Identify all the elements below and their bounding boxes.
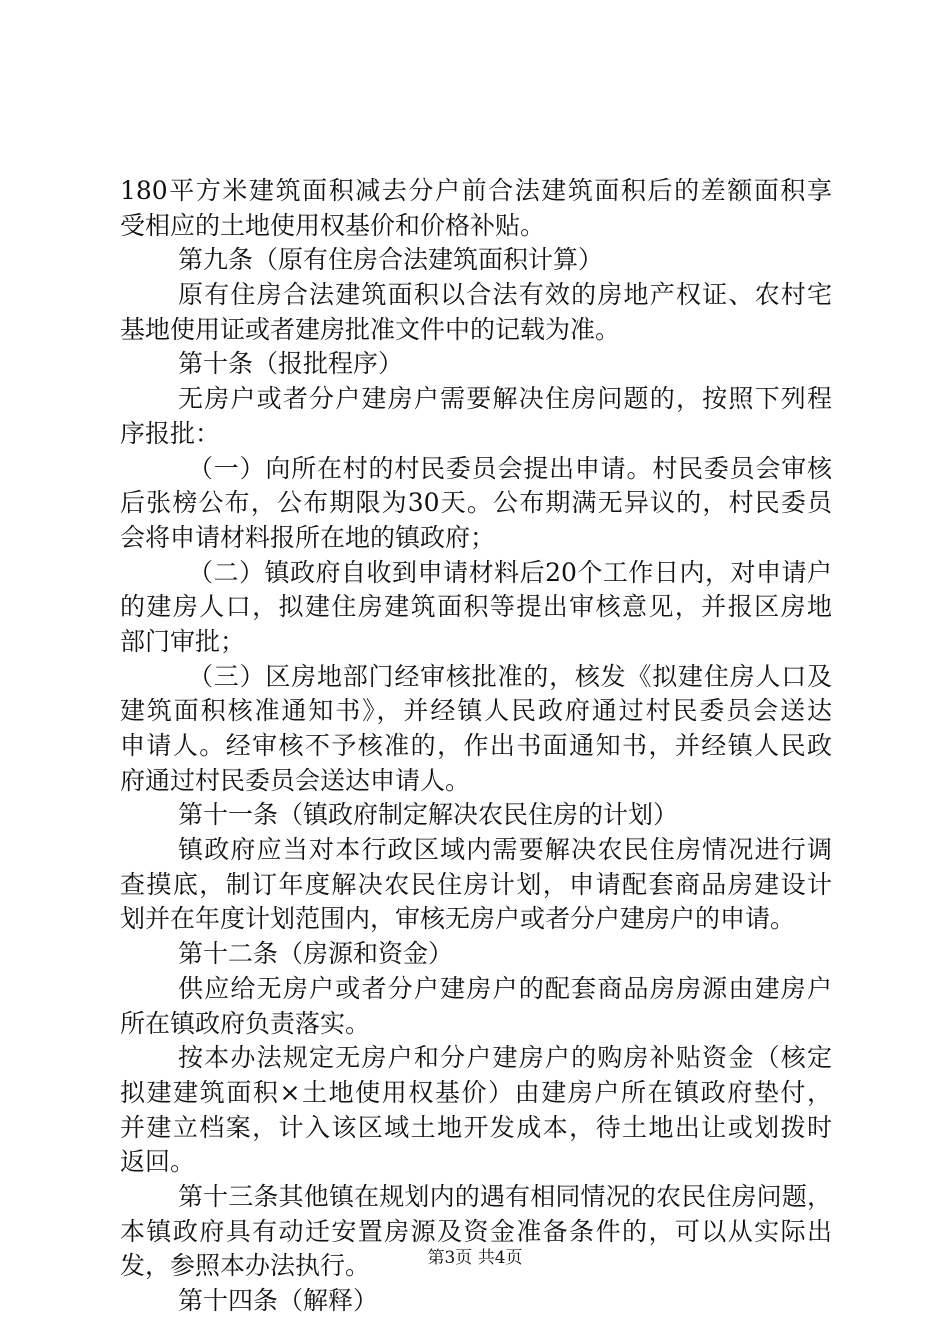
text-line: 供应给无房户或者分户建房户的配套商品房房源由建房户 [178, 973, 832, 1003]
text-line: 后张榜公布，公布期限为30天。公布期满无异议的，村民委员 [120, 488, 832, 518]
text-line: 建筑面积核准通知书》，并经镇人民政府通过村民委员会送达 [120, 696, 832, 726]
text-line: 无房户或者分户建房户需要解决住房问题的，按照下列程 [178, 384, 832, 414]
text-line: 所在镇政府负责落实。 [120, 1008, 371, 1038]
text-line: 发，参照本办法执行。 [120, 1251, 371, 1281]
text-line: 第十三条其他镇在规划内的遇有相同情况的农民住房问题， [178, 1181, 832, 1211]
page-footer: 第3页 共4页 [427, 1248, 523, 1268]
article-heading: 第九条（原有住房合法建筑面积计算） [178, 245, 604, 275]
text-line: 基地使用证或者建房批准文件中的记载为准。 [120, 314, 621, 344]
text-line: 的建房人口，拟建住房建筑面积等提出审核意见，并报区房地 [120, 592, 832, 622]
text-line: 按本办法规定无房户和分户建房户的购房补贴资金（核定 [178, 1043, 832, 1073]
text-line: 原有住房合法建筑面积以合法有效的房地产权证、农村宅 [178, 280, 832, 310]
article-heading: 第十四条（解释） [178, 1286, 379, 1315]
article-heading: 第十二条（房源和资金） [178, 939, 454, 969]
text-line: 镇政府应当对本行政区域内需要解决农民住房情况进行调 [178, 835, 832, 865]
text-line: 受相应的土地使用权基价和价格补贴。 [120, 210, 546, 240]
text-line: 序报批： [120, 418, 221, 448]
text-line: 返回。 [120, 1147, 196, 1177]
article-heading: 第十一条（镇政府制定解决农民住房的计划） [178, 800, 679, 830]
text-line: 查摸底，制订年度解决农民住房计划，申请配套商品房建设计 [120, 869, 832, 899]
text-line: 部门审批； [120, 626, 246, 656]
list-item: （三）区房地部门经审核批准的，核发《拟建住房人口及 [188, 661, 832, 691]
text-line: 会将申请材料报所在地的镇政府； [120, 522, 496, 552]
text-line: 府通过村民委员会送达申请人。 [120, 765, 471, 795]
article-heading: 第十条（报批程序） [178, 349, 404, 379]
document-body [120, 174, 832, 1319]
list-item: （二）镇政府自收到申请材料后20个工作日内，对申请户 [188, 557, 832, 587]
text-line: 划并在年度计划范围内，审核无房户或者分户建房户的申请。 [120, 904, 796, 934]
text-line: 申请人。经审核不予核准的，作出书面通知书，并经镇人民政 [120, 731, 832, 760]
text-line: 180平方米建筑面积减去分户前合法建筑面积后的差额面积享 [120, 176, 832, 205]
text-line: 拟建建筑面积×土地使用权基价）由建房户所在镇政府垫付， [120, 1077, 832, 1107]
text-line: 本镇政府具有动迁安置房源及资金准备条件的，可以从实际出 [120, 1216, 832, 1246]
list-item: （一）向所在村的村民委员会提出申请。村民委员会审核 [188, 453, 832, 483]
text-line: 并建立档案，计入该区域土地开发成本，待土地出让或划拨时 [120, 1112, 832, 1142]
